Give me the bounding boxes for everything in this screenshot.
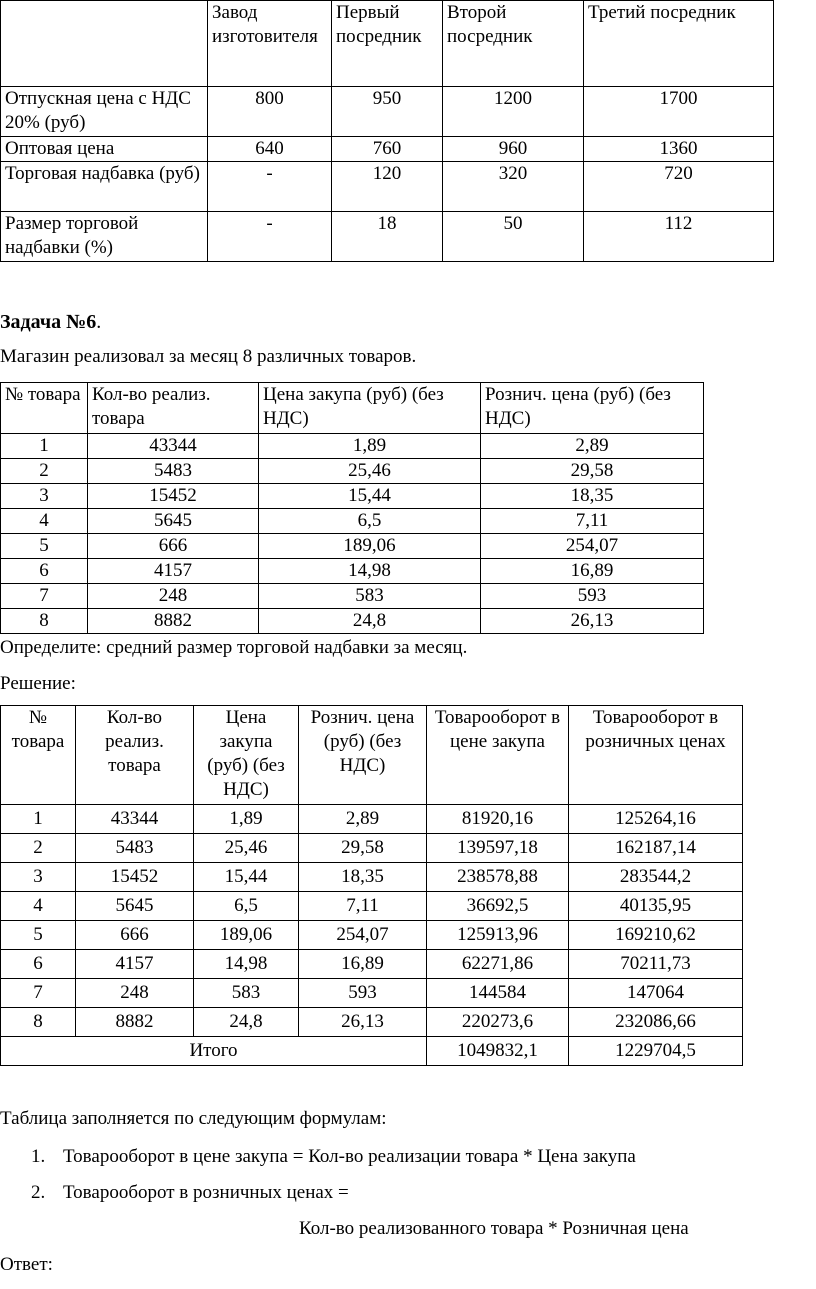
table-row — [1, 979, 743, 1008]
table1-cell: 960 — [443, 137, 584, 162]
table3-cell: 14,98 — [194, 950, 299, 979]
table-row — [1, 609, 704, 634]
table2-cell: 4157 — [88, 559, 259, 584]
formulas-intro: Таблица заполняется по следующим формулам: — [0, 1108, 387, 1129]
table-row — [1, 863, 743, 892]
table3-cell: 666 — [76, 921, 194, 950]
total-retail: 1229704,5 — [569, 1037, 743, 1066]
table2-cell: 5 — [1, 534, 88, 559]
table2-cell: 16,89 — [481, 559, 704, 584]
table3-cell: 125913,96 — [427, 921, 569, 950]
table1-cell: 1700 — [584, 87, 774, 137]
table-row — [1, 137, 774, 162]
table2-cell: 2 — [1, 459, 88, 484]
table3-cell: 3 — [1, 863, 76, 892]
table3-cell: 5483 — [76, 834, 194, 863]
table2-cell: 593 — [481, 584, 704, 609]
table2-cell: 1 — [1, 434, 88, 459]
table3-cell: 169210,62 — [569, 921, 743, 950]
answer-label: Ответ: — [0, 1254, 53, 1275]
table1-row-label: Размер торговой надбавки (%) — [1, 212, 208, 262]
table1-cell: 800 — [208, 87, 332, 137]
table3-cell: 15452 — [76, 863, 194, 892]
table3-cell: 70211,73 — [569, 950, 743, 979]
table3-cell: 29,58 — [299, 834, 427, 863]
table-row — [1, 87, 774, 137]
table2-cell: 3 — [1, 484, 88, 509]
table1-row-label: Отпускная цена с НДС 20% (руб) — [1, 87, 208, 137]
formula-text: Товарооборот в цене закупа = Кол-во реализации товара * Цена закупа — [63, 1146, 636, 1167]
table3-cell: 18,35 — [299, 863, 427, 892]
table3-cell: 25,46 — [194, 834, 299, 863]
table3-cell: 189,06 — [194, 921, 299, 950]
question-text: Определите: средний размер торговой надбавки за месяц. — [0, 637, 468, 658]
table3-cell: 2 — [1, 834, 76, 863]
table3-cell: 1 — [1, 805, 76, 834]
total-label: Итого — [1, 1037, 427, 1066]
table1-header-cell: Завод изготовителя — [208, 1, 332, 87]
table2-cell: 6 — [1, 559, 88, 584]
table3-cell: 593 — [299, 979, 427, 1008]
table3-cell: 162187,14 — [569, 834, 743, 863]
table3-cell: 7 — [1, 979, 76, 1008]
table2-cell: 6,5 — [259, 509, 481, 534]
table3-cell: 40135,95 — [569, 892, 743, 921]
solution-table — [0, 705, 743, 1066]
table-row — [1, 1008, 743, 1037]
table1-cell: 640 — [208, 137, 332, 162]
table1-cell: 112 — [584, 212, 774, 262]
table1-cell: 50 — [443, 212, 584, 262]
table3-cell: 16,89 — [299, 950, 427, 979]
table3-cell: 6 — [1, 950, 76, 979]
formula-continuation: Кол-во реализованного товара * Розничная цена — [299, 1218, 689, 1239]
table1-header-cell: Второй посредник — [443, 1, 584, 87]
table2-cell: 7 — [1, 584, 88, 609]
table-row — [1, 892, 743, 921]
table3-header-cell: № товара — [1, 706, 76, 805]
table2-cell: 2,89 — [481, 434, 704, 459]
table2-cell: 8 — [1, 609, 88, 634]
solution-label: Решение: — [0, 673, 76, 694]
table-row — [1, 834, 743, 863]
table2-cell: 25,46 — [259, 459, 481, 484]
table2-cell: 4 — [1, 509, 88, 534]
table2-header-cell: Цена закупа (руб) (без НДС) — [259, 383, 481, 434]
table2-cell: 43344 — [88, 434, 259, 459]
table3-cell: 5645 — [76, 892, 194, 921]
table-row — [1, 584, 704, 609]
table3-cell: 4 — [1, 892, 76, 921]
table2-cell: 5483 — [88, 459, 259, 484]
table3-cell: 144584 — [427, 979, 569, 1008]
table3-cell: 8882 — [76, 1008, 194, 1037]
table3-cell: 8 — [1, 1008, 76, 1037]
table3-cell: 62271,86 — [427, 950, 569, 979]
task-text: Магазин реализовал за месяц 8 различных товаров. — [0, 346, 417, 367]
table1-header-row — [1, 1, 774, 87]
table-row — [1, 484, 704, 509]
table2-cell: 7,11 — [481, 509, 704, 534]
table3-header-cell: Товарооборот в розничных ценах — [569, 706, 743, 805]
table3-header-cell: Цена закупа (руб) (без НДС) — [194, 706, 299, 805]
table-row — [1, 950, 743, 979]
total-purchase: 1049832,1 — [427, 1037, 569, 1066]
table3-header-row — [1, 706, 743, 805]
table2-cell: 248 — [88, 584, 259, 609]
table3-cell: 43344 — [76, 805, 194, 834]
goods-table — [0, 382, 704, 634]
table1-cell: - — [208, 212, 332, 262]
table2-cell: 14,98 — [259, 559, 481, 584]
table3-cell: 238578,88 — [427, 863, 569, 892]
table3-header-cell: Рознич. цена (руб) (без НДС) — [299, 706, 427, 805]
table3-cell: 26,13 — [299, 1008, 427, 1037]
table1-cell: 320 — [443, 162, 584, 212]
table1-cell: 950 — [332, 87, 443, 137]
formula-text: Товарооборот в розничных ценах = — [63, 1182, 349, 1203]
table-row — [1, 534, 704, 559]
table-row — [1, 805, 743, 834]
table2-cell: 26,13 — [481, 609, 704, 634]
table3-cell: 283544,2 — [569, 863, 743, 892]
table2-cell: 8882 — [88, 609, 259, 634]
table1-row-label: Торговая надбавка (руб) — [1, 162, 208, 212]
table1-cell: 1360 — [584, 137, 774, 162]
table3-cell: 232086,66 — [569, 1008, 743, 1037]
table3-cell: 36692,5 — [427, 892, 569, 921]
table1-cell: 760 — [332, 137, 443, 162]
table-row — [1, 212, 774, 262]
table1-cell: 1200 — [443, 87, 584, 137]
formula-number: 1. — [31, 1146, 46, 1167]
intermediaries-price-table — [0, 0, 774, 262]
table2-header-cell: Кол-во реализ. товара — [88, 383, 259, 434]
table3-cell: 4157 — [76, 950, 194, 979]
table3-cell: 24,8 — [194, 1008, 299, 1037]
table1-cell: 720 — [584, 162, 774, 212]
table1-header-cell: Первый посредник — [332, 1, 443, 87]
table2-cell: 583 — [259, 584, 481, 609]
table2-cell: 189,06 — [259, 534, 481, 559]
table-row — [1, 921, 743, 950]
table3-cell: 147064 — [569, 979, 743, 1008]
table-row — [1, 162, 774, 212]
table3-cell: 583 — [194, 979, 299, 1008]
table3-cell: 125264,16 — [569, 805, 743, 834]
table1-row-label: Оптовая цена — [1, 137, 208, 162]
table3-cell: 248 — [76, 979, 194, 1008]
table-row — [1, 459, 704, 484]
table1-header-cell: Третий посредник — [584, 1, 774, 87]
table3-cell: 2,89 — [299, 805, 427, 834]
table2-cell: 666 — [88, 534, 259, 559]
table2-cell: 15452 — [88, 484, 259, 509]
table3-cell: 7,11 — [299, 892, 427, 921]
table1-cell: - — [208, 162, 332, 212]
table-row — [1, 434, 704, 459]
task-title: Задача №6 — [0, 311, 97, 333]
table2-cell: 1,89 — [259, 434, 481, 459]
table2-cell: 29,58 — [481, 459, 704, 484]
task-heading — [0, 310, 101, 334]
task-title-dot: . — [96, 311, 102, 333]
table1-header-cell — [1, 1, 208, 87]
table3-cell: 6,5 — [194, 892, 299, 921]
table3-total-row — [1, 1037, 743, 1066]
table2-cell: 24,8 — [259, 609, 481, 634]
table2-header-cell: № товара — [1, 383, 88, 434]
table1-cell: 18 — [332, 212, 443, 262]
table2-cell: 254,07 — [481, 534, 704, 559]
table3-cell: 81920,16 — [427, 805, 569, 834]
table3-cell: 1,89 — [194, 805, 299, 834]
table2-header-cell: Рознич. цена (руб) (без НДС) — [481, 383, 704, 434]
table2-cell: 18,35 — [481, 484, 704, 509]
table2-cell: 5645 — [88, 509, 259, 534]
table3-header-cell: Товарооборот в цене закупа — [427, 706, 569, 805]
formula-number: 2. — [31, 1182, 46, 1203]
table1-cell: 120 — [332, 162, 443, 212]
table3-cell: 139597,18 — [427, 834, 569, 863]
table-row — [1, 509, 704, 534]
table2-cell: 15,44 — [259, 484, 481, 509]
table2-header-row — [1, 383, 704, 434]
table3-cell: 5 — [1, 921, 76, 950]
table3-cell: 254,07 — [299, 921, 427, 950]
table3-cell: 15,44 — [194, 863, 299, 892]
table-row — [1, 559, 704, 584]
table3-header-cell: Кол-во реализ. товара — [76, 706, 194, 805]
table3-cell: 220273,6 — [427, 1008, 569, 1037]
